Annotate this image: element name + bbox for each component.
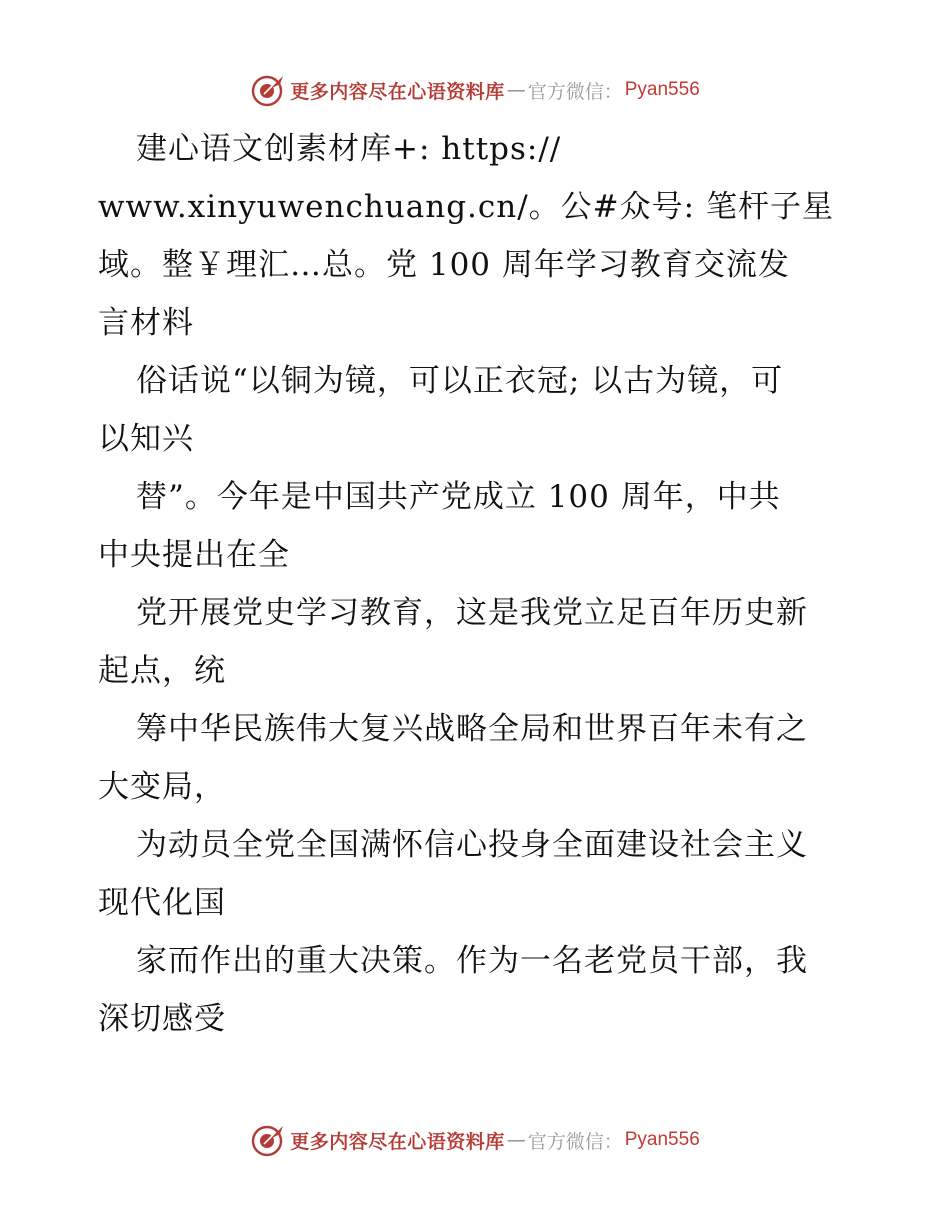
- header-banner: [0, 70, 950, 110]
- banner-separator: —: [506, 1129, 526, 1151]
- text-line: 党开展党史学习教育，这是我党立足百年历史新: [136, 595, 808, 631]
- text-line: 言材料: [98, 305, 194, 341]
- text-line: 以知兴: [98, 421, 194, 457]
- quill-logo-icon: [250, 1122, 286, 1158]
- text-line: 现代化国: [98, 885, 226, 921]
- banner-wechat-id: Pyan556: [624, 79, 700, 100]
- banner-separator: —: [506, 79, 526, 101]
- text-line: 大变局，: [98, 769, 226, 805]
- text-line: 筹中华民族伟大复兴战略全局和世界百年未有之: [136, 711, 808, 747]
- text-line: 家而作出的重大决策。作为一名老党员干部，我: [136, 943, 808, 979]
- quill-logo-icon: [250, 72, 286, 108]
- text-line: 为动员全党全国满怀信心投身全面建设社会主义: [136, 827, 808, 863]
- banner-title: 更多内容尽在心语资料库: [290, 1130, 505, 1153]
- text-line: www.xinyuwenchuang.cn/。公#众号: 笔杆子星: [98, 189, 834, 225]
- banner-wechat-id: Pyan556: [624, 1129, 700, 1150]
- banner-wechat-label: 官方微信：: [527, 1130, 623, 1153]
- text-line: 中央提出在全: [98, 537, 290, 573]
- text-line: 起点，统: [98, 653, 226, 689]
- text-line: 俗话说“以铜为镜，可以正衣冠; 以古为镜，可: [136, 363, 784, 399]
- banner-title: 更多内容尽在心语资料库: [290, 80, 505, 103]
- text-line: 替”。今年是中国共产党成立 100 周年，中共: [136, 479, 781, 515]
- footer-banner: [0, 1120, 950, 1160]
- text-line: 建心语文创素材库+: https://: [136, 131, 562, 167]
- text-line: 深切感受: [98, 1001, 226, 1037]
- text-line: 域。整￥理汇…总。党 100 周年学习教育交流发: [98, 247, 790, 283]
- document-body: [98, 120, 858, 1048]
- banner-wechat-label: 官方微信：: [527, 80, 623, 103]
